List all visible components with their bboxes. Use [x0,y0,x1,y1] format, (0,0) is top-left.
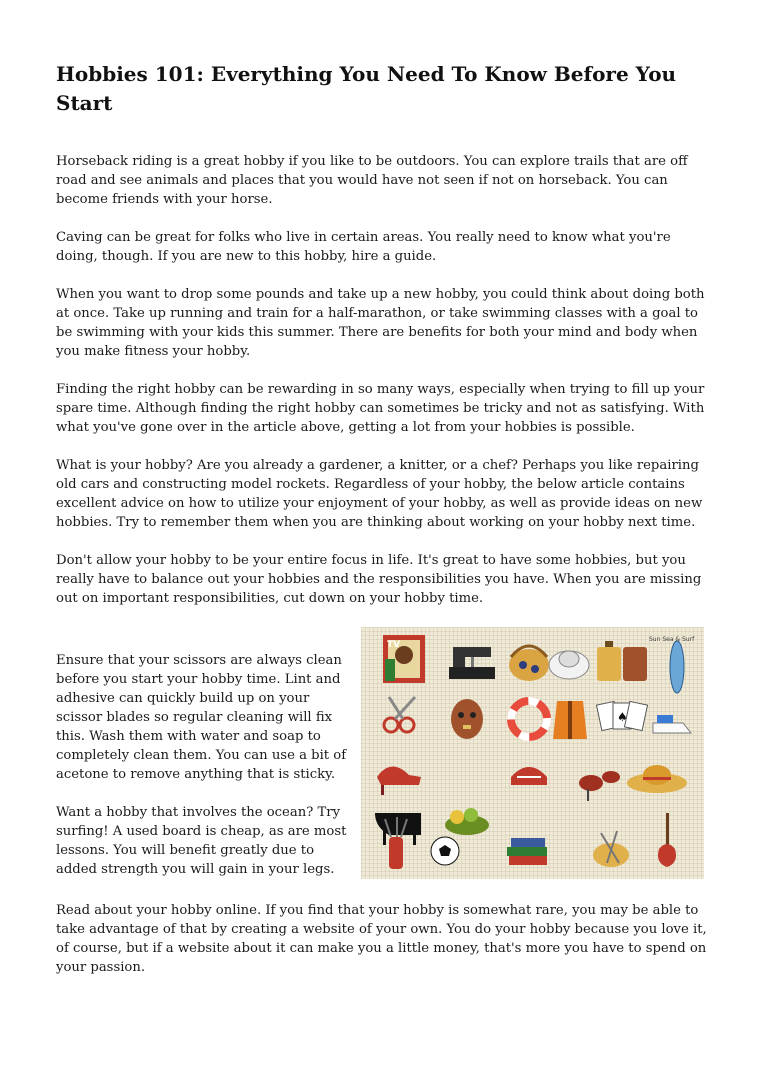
high-heels-icon [377,766,421,795]
svg-text:♠: ♠ [617,710,628,724]
paragraph: Horseback riding is a great hobby if you like to be outdoors. You can explore trails that are off road and see animals and places that you would have not seen if not on horseback. You can become friends with your horse. [56,154,688,207]
article-title: Hobbies 101: Everything You Need To Know Before You Start [56,62,677,115]
knitting-icon [593,831,629,867]
scissors-icon [384,697,415,732]
paragraph: Want a hobby that involves the ocean? Try surfing! A used board is cheap, as are most lessons. You will benefit greatly due to added strength you will gain in your legs. [56,805,347,877]
books-icon [507,838,547,865]
hat-icon [549,651,589,679]
basket-icon [509,646,549,681]
paragraph: Don't allow your hobby to be your entire focus in life. It's great to have some hobbies, but you really have to balance out your hobbies and the responsibilities you have. When you are missing out on important responsibilities, cut down on your hobby time. [56,553,702,606]
paragraph: Read about your hobby online. If you find that your hobby is somewhat rare, you may be able to take advantage of that by creating a website of your own. You do your hobby because you love it, of course, but if a website about it can make you a little money, that's more you have to spend on your passion. [56,903,707,975]
paragraph: Caving can be great for folks who live in certain areas. You really need to know what you're doing, though. If you are new to this hobby, hire a guide. [56,230,671,264]
sneakers-icon [653,715,691,733]
life-vest-icon [553,701,587,739]
paragraph: Finding the right hobby can be rewarding in so many ways, especially when trying to fill up your spare time. Although finding the right hobby can sometimes be tricky and not as satisfying. With what you've gone over in the article above, getting a lot from your hobbies is possible. [56,382,705,435]
playing-cards-icon [596,701,647,730]
suitcase-icon [597,641,647,681]
helmet-icon [511,767,547,785]
sun-hat-icon [627,765,687,793]
soccer-ball-icon [431,837,459,865]
svg-text:Sun Sea & Surf: Sun Sea & Surf [649,636,695,643]
article [56,60,711,977]
paragraph: What is your hobby? Are you already a gardener, a knitter, or a chef? Perhaps you like repairing old cars and constructing model rockets. Regardless of your hobby, the below article contains excellent advice on how to utilize your enjoyment of your hobby, as well as provide ideas on new hobbies. Try to remember them when you are thinking about working on your hobby next time. [56,458,703,530]
drum-kit-icon [579,771,620,801]
life-ring-icon [511,701,547,737]
tribal-mask-icon [451,699,483,739]
sewing-machine-icon [449,647,495,679]
paragraph: Ensure that your scissors are always clean before you start your hobby time. Lint and adhesive can quickly build up on your scissor blades so regular cleaning will fix this. Wash them with water and soap to completely clean them. You can use a bit of acetone to remove anything that is sticky. [56,653,347,782]
float-section [56,627,711,901]
fruit-icon [445,808,489,835]
hobbies-clipart-image [361,627,704,879]
float-text [56,651,354,898]
paragraph: When you want to drop some pounds and take up a new hobby, you could think about doing both at once. Take up running and train for a half-marathon, or take swimming classes with a goal to be swimming with your kids this summer. There are benefits for both your mind and body when you make fitness your hobby. [56,287,705,359]
guitar-icon [658,813,676,867]
surfboard-icon [649,636,695,693]
closing-section [56,901,711,977]
svg-text:TV: TV [387,640,401,650]
tv-icon [383,635,425,683]
